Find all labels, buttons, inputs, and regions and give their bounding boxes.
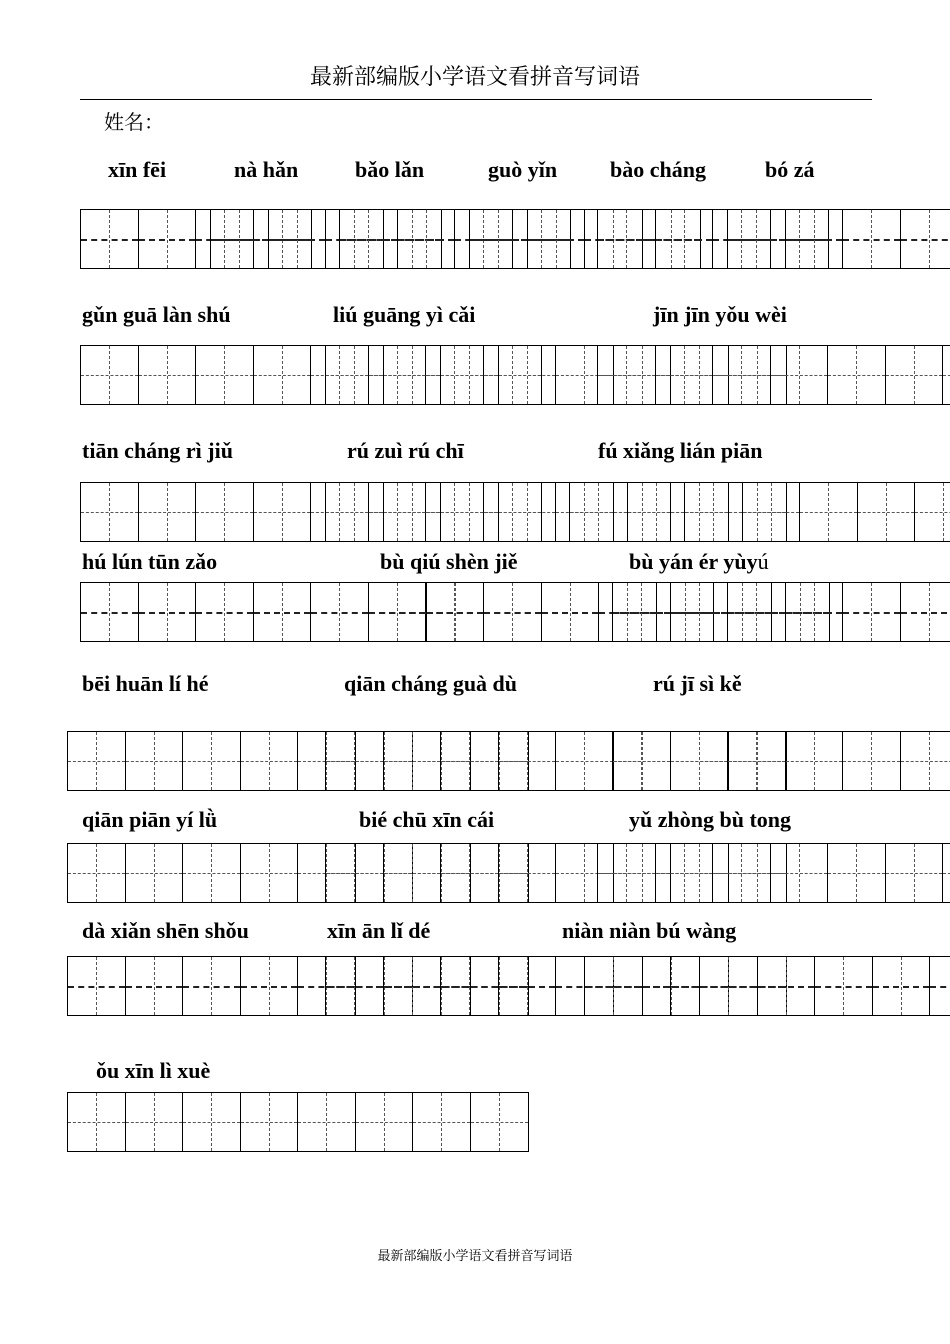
writing-grid[interactable] — [597, 843, 950, 903]
pinyin-label: jīn jīn yǒu wèi — [653, 302, 787, 327]
pinyin-label: guò yǐn — [488, 157, 558, 182]
grid-cell[interactable] — [68, 844, 126, 902]
pinyin-label: niàn niàn bú wàng — [562, 918, 737, 943]
pinyin-label: rú zuì rú chī — [347, 438, 464, 463]
pinyin-label: rú jī sì kě — [653, 671, 742, 696]
grid-cell[interactable] — [613, 583, 671, 641]
grid-cell[interactable] — [183, 732, 241, 790]
grid-cell[interactable] — [384, 483, 442, 541]
grid-cell[interactable] — [843, 583, 901, 641]
grid-cell[interactable] — [441, 732, 499, 790]
grid-cell[interactable] — [656, 346, 714, 404]
grid-cell[interactable] — [758, 957, 816, 1015]
grid-cell[interactable] — [340, 210, 398, 268]
grid-cell[interactable] — [126, 844, 184, 902]
grid-cell[interactable] — [943, 346, 950, 404]
grid-cell[interactable] — [499, 957, 557, 1015]
grid-cell[interactable] — [211, 210, 269, 268]
grid-cell[interactable] — [441, 346, 499, 404]
grid-cell[interactable] — [930, 957, 950, 1015]
grid-cell[interactable] — [68, 732, 126, 790]
grid-cell[interactable] — [685, 483, 743, 541]
grid-cell[interactable] — [68, 1093, 126, 1151]
grid-cell[interactable] — [728, 732, 786, 790]
grid-cell[interactable] — [81, 483, 139, 541]
grid-cell[interactable] — [384, 732, 442, 790]
grid-cell[interactable] — [598, 346, 656, 404]
pinyin-label: liú guāng yì cǎi — [333, 302, 476, 327]
grid-cell[interactable] — [598, 844, 656, 902]
grid-cell[interactable] — [843, 732, 901, 790]
pinyin-label: fú xiǎng lián piān — [598, 438, 763, 463]
pinyin-label: gǔn guā làn shú — [82, 302, 231, 327]
grid-cell[interactable] — [427, 583, 485, 641]
grid-cell[interactable] — [786, 732, 844, 790]
grid-cell[interactable] — [743, 483, 801, 541]
grid-cell[interactable] — [126, 732, 184, 790]
writing-grid[interactable] — [727, 209, 950, 269]
grid-cell[interactable] — [585, 957, 643, 1015]
grid-cell[interactable] — [943, 844, 950, 902]
grid-cell[interactable] — [613, 732, 671, 790]
grid-cell[interactable] — [254, 583, 312, 641]
grid-cell[interactable] — [384, 844, 442, 902]
grid-cell[interactable] — [713, 844, 771, 902]
page-footer: 最新部编版小学语文看拼音写词语 — [377, 1249, 573, 1264]
grid-cell[interactable] — [828, 346, 886, 404]
writing-grid[interactable] — [569, 482, 950, 542]
grid-cell[interactable] — [81, 346, 139, 404]
grid-cell[interactable] — [369, 583, 427, 641]
grid-cell[interactable] — [326, 957, 384, 1015]
grid-cell[interactable] — [241, 1093, 299, 1151]
pinyin-tail: ú — [757, 549, 769, 574]
grid-cell[interactable] — [886, 844, 944, 902]
pinyin-label: yǔ zhòng bù tong — [629, 807, 792, 832]
grid-cell[interactable] — [326, 732, 384, 790]
grid-cell[interactable] — [241, 957, 299, 1015]
grid-cell[interactable] — [81, 583, 139, 641]
grid-cell[interactable] — [728, 583, 786, 641]
grid-cell[interactable] — [499, 346, 557, 404]
pinyin-label: qiān cháng guà dù — [344, 671, 518, 696]
pinyin-label: xīn ān lǐ dé — [327, 918, 431, 943]
pinyin-label: bié chū xīn cái — [359, 807, 495, 832]
grid-cell[interactable] — [183, 1093, 241, 1151]
grid-cell[interactable] — [81, 210, 139, 268]
grid-cell[interactable] — [196, 583, 254, 641]
grid-cell[interactable] — [183, 844, 241, 902]
grid-cell[interactable] — [241, 844, 299, 902]
grid-cell[interactable] — [771, 844, 829, 902]
grid-cell[interactable] — [570, 483, 628, 541]
grid-cell[interactable] — [542, 583, 600, 641]
grid-cell[interactable] — [254, 346, 312, 404]
header-divider — [80, 99, 872, 100]
grid-cell[interactable] — [671, 583, 729, 641]
grid-cell[interactable] — [139, 210, 197, 268]
grid-cell[interactable] — [643, 957, 701, 1015]
pinyin-label: xīn fēi — [108, 157, 167, 182]
grid-cell[interactable] — [126, 957, 184, 1015]
grid-cell[interactable] — [484, 583, 542, 641]
grid-cell[interactable] — [413, 1093, 471, 1151]
grid-cell[interactable] — [139, 483, 197, 541]
pinyin-label: hú lún tūn zǎo — [82, 549, 218, 574]
grid-cell[interactable] — [915, 483, 950, 541]
grid-cell[interactable] — [68, 957, 126, 1015]
grid-cell[interactable] — [499, 732, 557, 790]
grid-cell[interactable] — [384, 957, 442, 1015]
grid-cell[interactable] — [470, 210, 528, 268]
grid-cell[interactable] — [815, 957, 873, 1015]
grid-cell[interactable] — [499, 844, 557, 902]
writing-grid[interactable] — [584, 956, 950, 1016]
grid-cell[interactable] — [656, 210, 714, 268]
grid-cell[interactable] — [671, 732, 729, 790]
pinyin-label: bù qiú shèn jiě — [380, 549, 518, 574]
grid-cell[interactable] — [656, 844, 714, 902]
grid-cell[interactable] — [628, 483, 686, 541]
grid-cell[interactable] — [298, 1093, 356, 1151]
grid-cell[interactable] — [598, 210, 656, 268]
pinyin-label: ǒu xīn lì xuè — [96, 1058, 211, 1083]
pinyin-label: nà hǎn — [234, 157, 299, 182]
writing-grid[interactable] — [612, 731, 950, 791]
grid-cell[interactable] — [326, 844, 384, 902]
pinyin-label — [629, 549, 769, 575]
pinyin-label: bó zá — [765, 157, 815, 182]
grid-cell[interactable] — [196, 483, 254, 541]
grid-cell[interactable] — [441, 957, 499, 1015]
grid-cell[interactable] — [556, 732, 614, 790]
grid-cell[interactable] — [499, 483, 557, 541]
grid-cell[interactable] — [441, 483, 499, 541]
writing-grid[interactable] — [597, 345, 950, 405]
pinyin-label: bēi huān lí hé — [82, 671, 209, 696]
grid-cell[interactable] — [398, 210, 456, 268]
pinyin-label: qiān piān yí lǜ — [82, 807, 218, 832]
grid-cell[interactable] — [901, 583, 950, 641]
pinyin-label: dà xiǎn shēn shǒu — [82, 918, 249, 943]
grid-cell[interactable] — [728, 210, 786, 268]
grid-cell[interactable] — [356, 1093, 414, 1151]
grid-cell[interactable] — [886, 346, 944, 404]
grid-cell[interactable] — [183, 957, 241, 1015]
name-label: 姓名： — [104, 110, 164, 134]
grid-cell[interactable] — [384, 346, 442, 404]
grid-cell[interactable] — [528, 210, 586, 268]
grid-cell[interactable] — [771, 346, 829, 404]
grid-cell[interactable] — [700, 957, 758, 1015]
grid-cell[interactable] — [441, 844, 499, 902]
grid-cell[interactable] — [311, 583, 369, 641]
grid-cell[interactable] — [800, 483, 858, 541]
grid-cell[interactable] — [786, 210, 844, 268]
pinyin-text: bù yán ér yùy — [629, 549, 758, 574]
pinyin-label: bǎo lǎn — [355, 157, 425, 182]
grid-cell[interactable] — [241, 732, 299, 790]
grid-cell[interactable] — [471, 1093, 529, 1151]
grid-cell[interactable] — [326, 346, 384, 404]
grid-cell[interactable] — [126, 1093, 184, 1151]
grid-cell[interactable] — [786, 583, 844, 641]
grid-cell[interactable] — [254, 483, 312, 541]
grid-cell[interactable] — [828, 844, 886, 902]
grid-cell[interactable] — [326, 483, 384, 541]
grid-cell[interactable] — [901, 210, 950, 268]
pinyin-label: tiān cháng rì jiǔ — [82, 438, 233, 463]
grid-cell[interactable] — [843, 210, 901, 268]
writing-grid[interactable] — [612, 582, 950, 642]
grid-cell[interactable] — [713, 346, 771, 404]
pinyin-label: bào cháng — [610, 157, 706, 182]
grid-cell[interactable] — [269, 210, 327, 268]
page-title: 最新部编版小学语文看拼音写词语 — [309, 65, 640, 90]
grid-cell[interactable] — [858, 483, 916, 541]
grid-cell[interactable] — [139, 583, 197, 641]
writing-grid[interactable] — [67, 1092, 529, 1152]
grid-cell[interactable] — [873, 957, 931, 1015]
grid-cell[interactable] — [139, 346, 197, 404]
grid-cell[interactable] — [196, 346, 254, 404]
grid-cell[interactable] — [901, 732, 950, 790]
